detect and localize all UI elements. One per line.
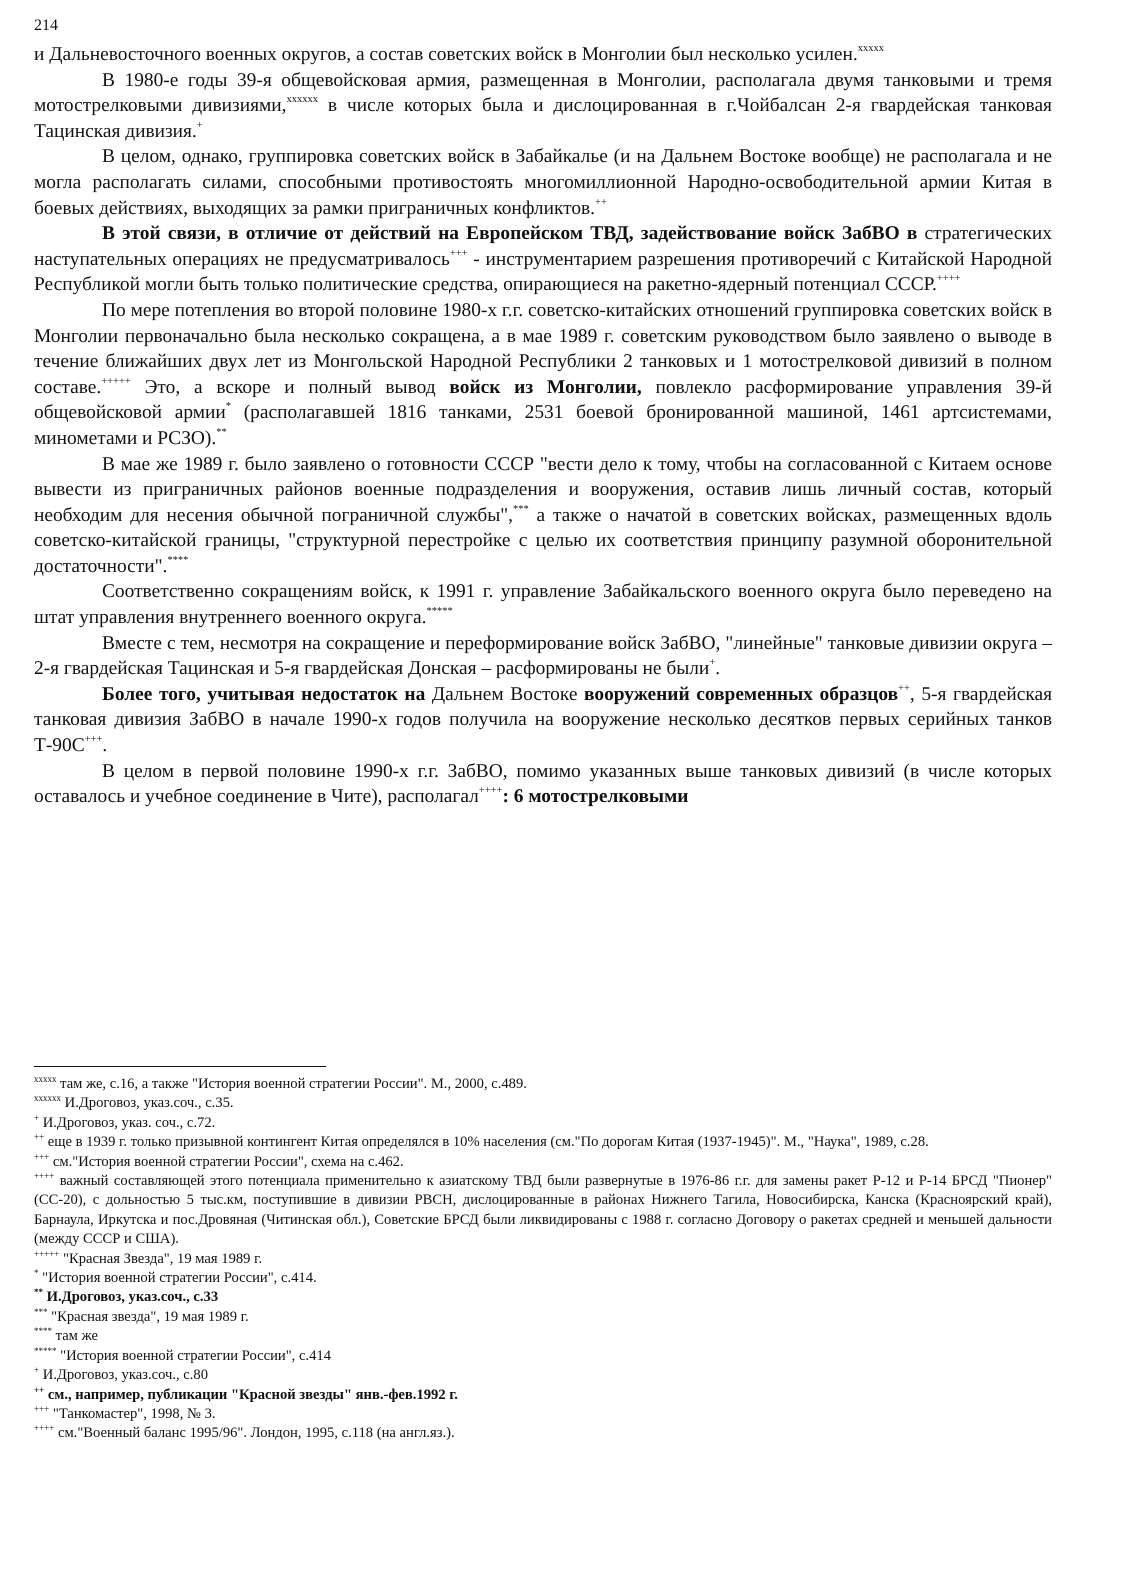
footnote-ref: ** xyxy=(216,426,227,438)
footnote-8 xyxy=(34,1269,1052,1288)
footnote-ref: + xyxy=(709,657,716,669)
paragraph-8 xyxy=(34,631,1052,682)
footnote-7 xyxy=(34,1250,1052,1269)
footnote-10 xyxy=(34,1308,1052,1327)
footnote-text: "Танкомастер", 1998, № 3. xyxy=(49,1405,216,1422)
footnote-ref: ++++ xyxy=(478,785,503,797)
footnote-text: И.Дроговоз, указ.соч., с.35. xyxy=(61,1095,234,1112)
footnote-ref: +++++ xyxy=(101,375,131,387)
footnote-2 xyxy=(34,1094,1052,1113)
footnote-mark: +++++ xyxy=(34,1248,60,1259)
paragraph-5 xyxy=(34,298,1052,452)
paragraph-text: В мае же 1989 г. было заявлено о готовности СССР "вести дело к тому, чтобы на согласованной с Китаем основе вывести из приграничных районов военные подразделения и вооружения, оставив лишь личный состав, который необходим для несения обычной пограничной службы", xyxy=(34,453,1052,526)
footnote-text: важный составляющей этого потенциала применительно к азиатскому ТВД были развернутые в 1976-86 г.г. для замены ракет Р-12 и Р-14 БРСД "Пионер" (СС-20), с дольностью 5 тыс.км, поступившие в дивизии РВСН, дислоцированные в районах Нижнего Тагила, Новосибирска, Канска (Красноярский край), Барнаула, Иркутска и пос.Дровяная (Читинская обл.), Советские БРСД были ликвидированы с 1988 г. согласно Договору о ракетах средней и меньшей дальности (между СССР и США). xyxy=(34,1173,1052,1248)
footnote-ref: +++ xyxy=(84,734,103,746)
footnote-6 xyxy=(34,1172,1052,1250)
footnote-9 xyxy=(34,1288,1052,1307)
footnote-mark: +++ xyxy=(34,1151,50,1162)
paragraph-text: стратегических наступательных операциях не предусматривалось xyxy=(34,223,1052,270)
paragraph-text: По мере потепления во второй половине 1980-х г.г. советско-китайских отношений группировка советских войск в Монголии первоначально была несколько сокращена, а в мае 1989 г. советским руководством было заявлено о выводе в течение ближайших двух лет из Монгольской Народной Республики 2 танковых и 1 мотострелковой дивизий в полном составе. xyxy=(34,299,1052,398)
footnote-ref: **** xyxy=(167,554,189,566)
footnote-mark: ** xyxy=(34,1287,43,1298)
bold-text: : 6 мотострелковыми xyxy=(502,786,689,808)
footnote-ref: xxxxx xyxy=(857,43,885,54)
footnote-mark: *** xyxy=(34,1306,48,1317)
footnote-ref: * xyxy=(225,401,232,413)
footnote-ref: +++ xyxy=(449,247,468,259)
paragraph-4 xyxy=(34,221,1052,298)
paragraph-text: а также о начатой в советских войсках, размещенных вдоль советско-китайской границы, "структурной перестройке с целью их соответствия принципу разумной оборонительной достаточности". xyxy=(34,504,1052,577)
footnote-mark: **** xyxy=(34,1326,52,1337)
footnote-text: "Красная Звезда", 19 мая 1989 г. xyxy=(59,1250,263,1267)
footnote-ref: + xyxy=(196,119,203,131)
footnote-4 xyxy=(34,1133,1052,1152)
paragraph-text: и Дальневосточного военных округов, а состав советских войск в Монголии был несколько усилен. xyxy=(34,44,858,65)
footnote-mark: ++ xyxy=(34,1384,45,1395)
paragraph-text: В целом в первой половине 1990-х г.г. ЗабВО, помимо указанных выше танковых дивизий (в числе которых оставалось и учебное соединение в Чите), располагал xyxy=(34,760,1052,808)
footnote-text: "Красная звезда", 19 мая 1989 г. xyxy=(47,1308,249,1325)
main-text xyxy=(34,42,1052,810)
paragraph-text: повлекло расформирование управления 39-й общевойсковой армии xyxy=(34,376,1053,424)
paragraph-text: В целом, однако, группировка советских войск в Забайкалье (и на Дальнем Востоке вообще) не располагала и не могла располагать силами, способными противостоять многомиллионной Народно-освободительной армии Китая в боевых действиях, выходящих за рамки приграничных конфликтов. xyxy=(34,146,1052,219)
footnote-text: И.Дроговоз, указ.соч., с.80 xyxy=(39,1367,208,1384)
footnote-text: еще в 1939 г. только призывной контингент Китая определялся в 10% населения (см."По дорогам Китая (1937-1945)". М., "Наука", 1989, с.28. xyxy=(44,1134,929,1151)
footnote-ref: ++++ xyxy=(936,273,961,285)
paragraph-text: Вместе с тем, несмотря на сокращение и переформирование войск ЗабВО, "линейные" танковые дивизии округа – 2-я гвардейская Тацинская и 5-я гвардейская Донская – расформированы не были xyxy=(34,632,1052,680)
footnote-ref: ***** xyxy=(426,606,453,618)
paragraph-6 xyxy=(34,452,1052,580)
footnote-16 xyxy=(34,1424,1052,1443)
footnote-text: см., например, публикации "Красной звезды" янв.-фев.1992 г. xyxy=(44,1386,458,1403)
footnote-mark: ++++ xyxy=(34,1423,55,1434)
paragraph-2 xyxy=(34,68,1052,145)
paragraph-text: В 1980-е годы 39-я общевойсковая армия, размещенная в Монголии, располагала двумя танковыми и тремя мотострелковыми дивизиями, xyxy=(34,69,1052,117)
footnote-3 xyxy=(34,1114,1052,1133)
paragraph-text: в числе которых была и дислоцированная в г.Чойбалсан 2-я гвардейская танковая Тацинская дивизия. xyxy=(34,95,1052,142)
footnote-text: там же, с.16, а также "История военной стратегии России". М., 2000, с.489. xyxy=(56,1076,527,1092)
paragraph-text: . xyxy=(102,735,108,757)
footnotes xyxy=(34,1075,1052,1444)
footnote-13 xyxy=(34,1366,1052,1385)
page-number: 214 xyxy=(34,17,58,34)
footnote-mark: xxxxx xyxy=(34,1074,57,1084)
paragraph-text: Дальнем Востоке xyxy=(425,683,585,705)
footnote-ref: ++ xyxy=(898,682,910,694)
footnote-mark: + xyxy=(34,1365,40,1376)
footnote-15 xyxy=(34,1405,1052,1424)
bold-text: В этой связи, в отличие от действий на Европейском ТВД, задействование войск ЗабВО в xyxy=(102,223,918,245)
paragraph-text: , 5-я гвардейская танковая дивизия ЗабВО в начале 1990-х годов получила на вооружение несколько десятков первых серийных танков Т-90С xyxy=(34,683,1053,757)
paragraph-text: . xyxy=(715,658,721,680)
footnote-mark: + xyxy=(34,1112,40,1123)
footnote-1 xyxy=(34,1075,1052,1094)
footnote-mark: +++ xyxy=(34,1403,50,1414)
footnote-ref: xxxxxx xyxy=(286,94,318,106)
paragraph-text: (располагавшей 1816 танками, 2531 боевой бронированной машиной, 1461 артсистемами, минометами и РСЗО). xyxy=(34,402,1052,449)
footnote-text: см."Военный баланс 1995/96". Лондон, 1995, с.118 (на англ.яз.). xyxy=(54,1425,455,1442)
paragraph-text: Соответственно сокращениям войск, к 1991 г. управление Забайкальского военного округа было переведено на штат управления внутреннего военного округа. xyxy=(34,581,1052,629)
footnote-ref: *** xyxy=(513,503,529,515)
paragraph-10 xyxy=(34,759,1052,810)
footnote-14 xyxy=(34,1386,1052,1405)
footnote-mark: * xyxy=(34,1268,39,1279)
footnote-mark: xxxxxx xyxy=(34,1093,61,1104)
footnote-text: И.Дроговоз, указ. соч., с.72. xyxy=(39,1114,216,1131)
footnote-mark: ***** xyxy=(34,1345,57,1356)
bold-text: Более того, учитывая недостаток на xyxy=(102,683,426,705)
paragraph-1 xyxy=(34,42,1052,68)
footnote-mark: ++++ xyxy=(34,1171,55,1182)
footnote-text: там же xyxy=(52,1328,98,1345)
footnote-11 xyxy=(34,1327,1052,1346)
bold-text: войск из Монголии, xyxy=(449,376,642,398)
paragraph-text: Это, а вскоре и полный вывод xyxy=(130,376,450,398)
paragraph-3 xyxy=(34,144,1052,221)
paragraph-text: - инструментарием разрешения противоречий с Китайской Народной Республикой могли быть только политические средства, опирающиеся на ракетно-ядерный потенциал СССР. xyxy=(34,248,1052,296)
footnote-ref: ++ xyxy=(595,196,607,208)
footnote-separator xyxy=(34,1066,326,1067)
footnote-5 xyxy=(34,1153,1052,1172)
footnote-text: "История военной стратегии России", с.414. xyxy=(38,1270,317,1287)
footnote-text: см."История военной стратегии России", схема на с.462. xyxy=(49,1153,404,1170)
paragraph-9 xyxy=(34,682,1052,759)
footnote-text: И.Дроговоз, указ.соч., с.33 xyxy=(43,1289,219,1306)
bold-text: вооружений современных образцов xyxy=(584,683,899,705)
footnote-mark: ++ xyxy=(34,1132,45,1143)
paragraph-7 xyxy=(34,579,1052,630)
footnote-text: "История военной стратегии России", с.414 xyxy=(56,1347,331,1364)
footnote-12 xyxy=(34,1347,1052,1366)
